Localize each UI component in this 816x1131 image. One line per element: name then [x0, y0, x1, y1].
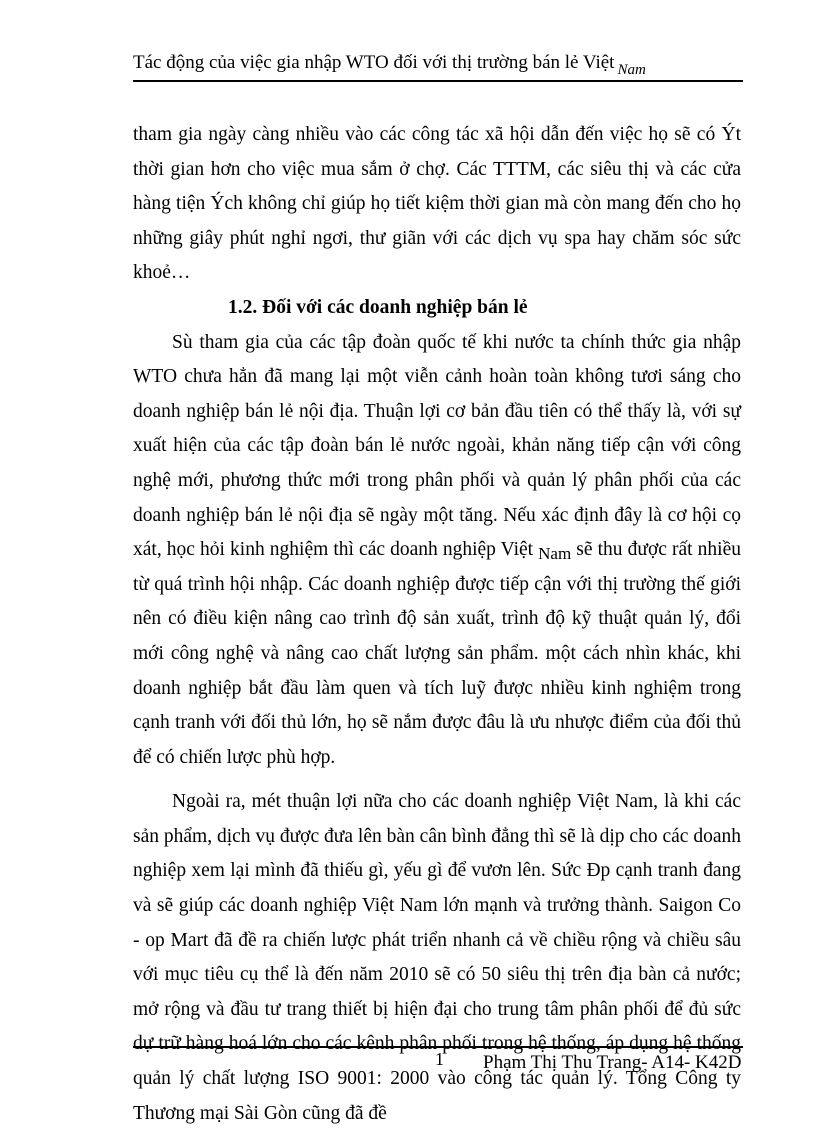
- footer-author: Phạm Thị Thu Trang- A14- K42D: [483, 1052, 742, 1073]
- page-header: [133, 50, 743, 82]
- paragraph-2: [133, 326, 741, 776]
- paragraph-2-part-2: sẽ thu được rất nhiều từ quá trình hội nhập. Các doanh nghiệp được tiếp cận với thị trường thế giới nên có điều kiện nâng cao trình độ sản xuất, trình độ kỹ thuật quản lý, đổi mới công nghệ và nâng cao chất lượng sản phẩm. một cách nhìn khác, khi doanh nghiệp bắt đầu làm quen và tích luỹ được nhiều kinh nghiệm trong cạnh tranh với đối thủ lớn, họ sẽ nắm được đâu là ưu nhược điểm của đối thủ để có chiến lược phù hợp.: [133, 539, 741, 768]
- page-footer: [133, 1046, 743, 1078]
- header-title-main: Tác động của việc gia nhập WTO đối với thị trường bán lẻ Việt: [133, 52, 615, 73]
- paragraph-2-nam: Nam: [538, 544, 572, 564]
- header-title-script: Nam: [617, 62, 646, 78]
- paragraph-3: Ngoài ra, mét thuận lợi nữa cho các doanh nghiệp Việt Nam, là khi các sản phẩm, dịch vụ được đưa lên bàn cân bình đẳng thì sẽ là dịp cho các doanh nghiệp xem lại mình đã thiếu gì, yếu gì để vươn lên. Sức Ðp cạnh tranh đang và sẽ giúp các doanh nghiệp Việt Nam lớn mạnh và trưởng thành. Saigon Co - op Mart đã đề ra chiến lược phát triển nhanh cả về chiều rộng và chiều sâu với mục tiêu cụ thể là đến năm 2010 sẽ có 50 siêu thị trên địa bàn cả nước; mở rộng và đầu tư trang thiết bị hiện đại cho trung tâm phân phối để đủ sức dự trữ hàng hoá lớn cho các kênh phân phối trong hệ thống, áp dụng hệ thống quản lý chất lượng ISO 9001: 2000 vào công tác quản lý. Tổng Công ty Thương mại Sài Gòn cũng đã đề: [133, 791, 741, 1124]
- header-title: [133, 50, 646, 77]
- section-heading: 1.2. Đối với các doanh nghiệp bán lẻ: [228, 296, 528, 318]
- paragraph-2-part-1: Sù tham gia của các tập đoàn quốc tế khi nước ta chính thức gia nhập WTO chưa hẳn đã mang lại một viễn cảnh hoàn toàn không tươi sáng cho doanh nghiệp bán lẻ nội địa. Thuận lợi cơ bản đầu tiên có thể thấy là, với sự xuất hiện của các tập đoàn bán lẻ nước ngoài, khản năng tiếp cận với công nghệ mới, phương thức mới trong phân phối và quản lý phân phối của các doanh nghiệp bán lẻ nội địa sẽ ngày một tăng. Nếu xác định đây là cơ hội cọ xát, học hỏi kinh nghiệm thì các doanh nghiệp Việt: [133, 331, 741, 561]
- paragraph-1: tham gia ngày càng nhiều vào các công tác xã hội dẫn đến việc họ sẽ có Ýt thời gian hơn cho việc mua sắm ở chợ. Các TTTM, các siêu thị và các cửa hàng tiện Ých không chỉ giúp họ tiết kiệm thời gian mà còn mang đến cho họ những giây phút nghỉ ngơi, thư giãn với các dịch vụ spa hay chăm sóc sức khoẻ…: [133, 124, 741, 284]
- document-body: [133, 118, 741, 1131]
- page-number: 1: [435, 1049, 444, 1069]
